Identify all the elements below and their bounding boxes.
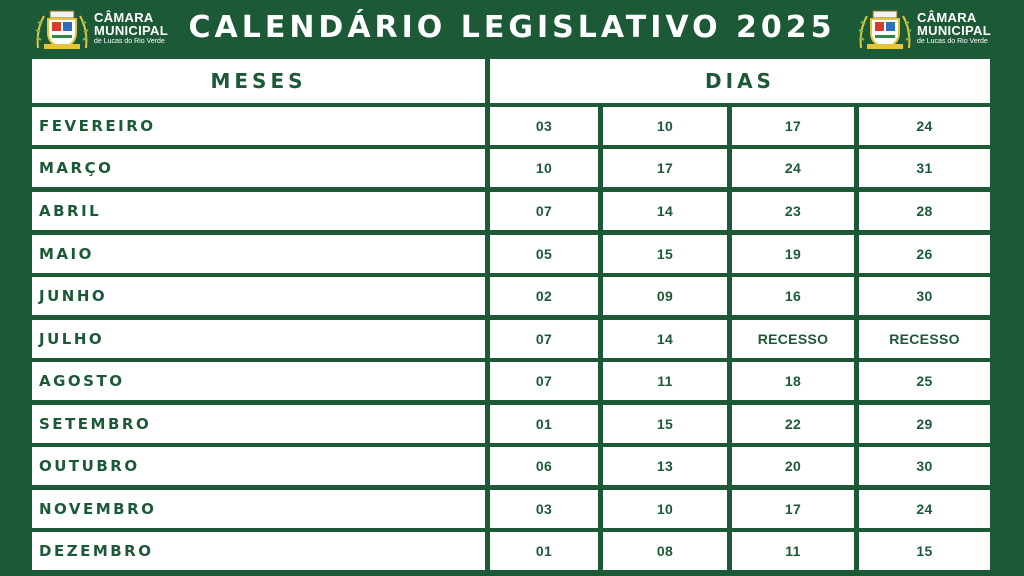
day-cell: 03 bbox=[490, 107, 598, 145]
day-cell: 29 bbox=[859, 405, 990, 443]
day-cell: 17 bbox=[732, 490, 854, 528]
day-cell: 15 bbox=[859, 532, 990, 570]
day-cell: 14 bbox=[603, 192, 727, 230]
day-cell: 17 bbox=[732, 107, 854, 145]
day-cell: 07 bbox=[490, 192, 598, 230]
day-cell: 11 bbox=[732, 532, 854, 570]
day-cell: 07 bbox=[490, 362, 598, 400]
day-cell: 15 bbox=[603, 405, 727, 443]
logo-text-municipal: MUNICIPAL bbox=[94, 23, 168, 38]
day-cell: 30 bbox=[859, 447, 990, 485]
day-cell: 16 bbox=[732, 277, 854, 315]
camara-logo bbox=[857, 8, 991, 52]
day-cell: RECESSO bbox=[732, 320, 854, 358]
month-label: DEZEMBRO bbox=[32, 532, 485, 570]
day-cell: 24 bbox=[859, 490, 990, 528]
header-months: MESES bbox=[32, 59, 485, 103]
month-label: FEVEREIRO bbox=[32, 107, 485, 145]
month-label: MARÇO bbox=[32, 149, 485, 187]
month-label: AGOSTO bbox=[32, 362, 485, 400]
day-cell: 28 bbox=[859, 192, 990, 230]
day-cell: 09 bbox=[603, 277, 727, 315]
day-cell: 08 bbox=[603, 532, 727, 570]
day-cell: 14 bbox=[603, 320, 727, 358]
day-cell: 06 bbox=[490, 447, 598, 485]
day-cell: 25 bbox=[859, 362, 990, 400]
day-cell: 22 bbox=[732, 405, 854, 443]
day-cell: 15 bbox=[603, 235, 727, 273]
day-cell: 24 bbox=[859, 107, 990, 145]
day-cell: 10 bbox=[490, 149, 598, 187]
day-cell: 18 bbox=[732, 362, 854, 400]
day-cell: 26 bbox=[859, 235, 990, 273]
day-cell: 31 bbox=[859, 149, 990, 187]
day-cell: RECESSO bbox=[859, 320, 990, 358]
logo-text-municipal: MUNICIPAL bbox=[917, 23, 991, 38]
month-label: ABRIL bbox=[32, 192, 485, 230]
day-cell: 07 bbox=[490, 320, 598, 358]
day-cell: 23 bbox=[732, 192, 854, 230]
logo-text-city: de Lucas do Rio Verde bbox=[917, 38, 988, 45]
day-cell: 11 bbox=[603, 362, 727, 400]
month-label: MAIO bbox=[32, 235, 485, 273]
page-title: CALENDÁRIO LEGISLATIVO 2025 bbox=[188, 10, 836, 45]
month-label: SETEMBRO bbox=[32, 405, 485, 443]
month-label: JULHO bbox=[32, 320, 485, 358]
logo-text-city: de Lucas do Rio Verde bbox=[94, 38, 165, 45]
day-cell: 03 bbox=[490, 490, 598, 528]
header-days: DIAS bbox=[490, 59, 990, 103]
month-label: NOVEMBRO bbox=[32, 490, 485, 528]
month-label: JUNHO bbox=[32, 277, 485, 315]
logo-text-camara: CÂMARA bbox=[94, 10, 154, 25]
day-cell: 02 bbox=[490, 277, 598, 315]
day-cell: 20 bbox=[732, 447, 854, 485]
day-cell: 30 bbox=[859, 277, 990, 315]
day-cell: 01 bbox=[490, 532, 598, 570]
day-cell: 24 bbox=[732, 149, 854, 187]
municipal-seal-icon bbox=[857, 8, 913, 52]
day-cell: 10 bbox=[603, 490, 727, 528]
month-label: OUTUBRO bbox=[32, 447, 485, 485]
logo-text-camara: CÂMARA bbox=[917, 10, 977, 25]
day-cell: 01 bbox=[490, 405, 598, 443]
day-cell: 17 bbox=[603, 149, 727, 187]
day-cell: 13 bbox=[603, 447, 727, 485]
header bbox=[0, 0, 1024, 58]
day-cell: 10 bbox=[603, 107, 727, 145]
day-cell: 05 bbox=[490, 235, 598, 273]
day-cell: 19 bbox=[732, 235, 854, 273]
